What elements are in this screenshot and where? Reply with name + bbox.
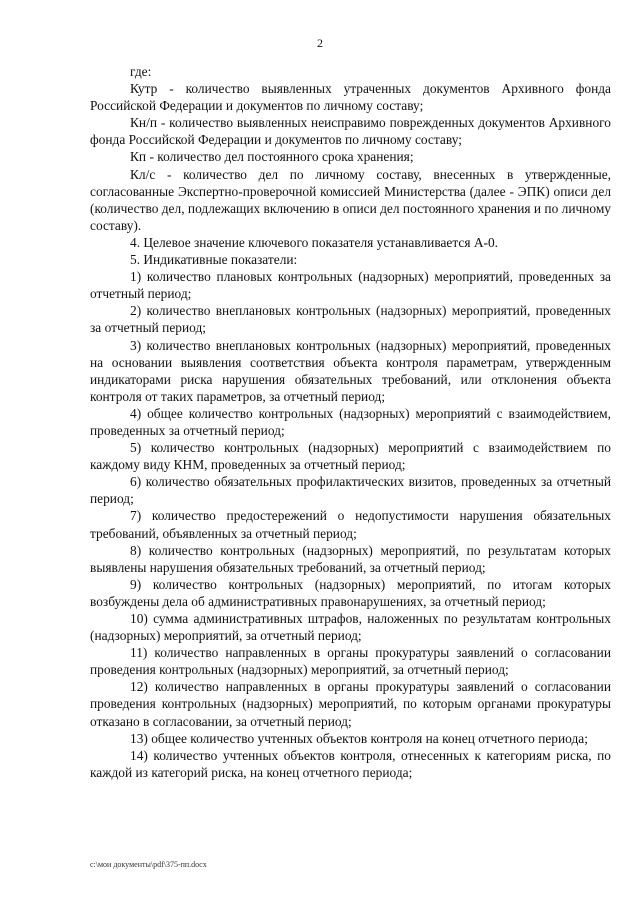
- list-item-8: 8) количество контрольных (надзорных) мероприятий, по результатам которых выявлены нарушения обязательных требований, за отчетный период;: [90, 542, 611, 575]
- list-item-5: 5) количество контрольных (надзорных) мероприятий с взаимодействием по каждому виду КНМ, проведенных за отчетный период;: [90, 440, 611, 473]
- list-item-3: 3) количество внеплановых контрольных (надзорных) мероприятий, проведенных на основании выявления соответствия объекта контроля параметрам, утвержденным индикаторами риска нарушения обязательных требований, или отклонения объекта контроля от таких параметров, за отчетный период;: [90, 337, 611, 404]
- list-item-14: 14) количество учтенных объектов контроля, отнесенных к категориям риска, по каждой из категорий риска, на конец отчетного периода;: [90, 747, 611, 780]
- paragraph-knp-definition: Кн/п - количество выявленных неисправимо поврежденных документов Архивного фонда Российской Федерации и документов по личному составу;: [90, 115, 611, 148]
- paragraph-where: где:: [130, 64, 152, 79]
- list-item-4: 4) общее количество контрольных (надзорных) мероприятий с взаимодействием, проведенных за отчетный период;: [90, 405, 611, 438]
- list-item-2: 2) количество внеплановых контрольных (надзорных) мероприятий, проведенных за отчетный период;: [90, 303, 611, 336]
- list-item-6: 6) количество обязательных профилактических визитов, проведенных за отчетный период;: [90, 474, 611, 507]
- paragraph-kls-definition: Кл/с - количество дел по личному составу, внесенных в утвержденные, согласованные Экспертно-проверочной комиссией Министерства (далее - ЭПК) описи дел (количество дел, подлежащих включению в описи дел постоянного хранения и по личному составу).: [90, 166, 611, 233]
- paragraph-kutr-definition: Кутр - количество выявленных утраченных документов Архивного фонда Российской Федерации и документов по личному составу;: [90, 81, 611, 114]
- footer-file-path: c:\мои документы\pdf\375-пп.docx: [90, 860, 207, 869]
- paragraph-kp-definition: Кп - количество дел постоянного срока хранения;: [130, 149, 414, 165]
- document-body: [90, 63, 611, 781]
- list-item-1: 1) количество плановых контрольных (надзорных) мероприятий, проведенных за отчетный период;: [90, 269, 611, 302]
- list-item-9: 9) количество контрольных (надзорных) мероприятий, по итогам которых возбуждены дела об административных правонарушениях, за отчетный период;: [90, 576, 611, 609]
- list-item-7: 7) количество предостережений о недопустимости нарушения обязательных требований, объявленных за отчетный период;: [90, 508, 611, 541]
- list-item-10: 10) сумма административных штрафов, наложенных по результатам контрольных (надзорных) мероприятий, за отчетный период;: [90, 611, 611, 644]
- paragraph-indicative-heading: 5. Индикативные показатели:: [130, 252, 298, 268]
- list-item-13: 13) общее количество учтенных объектов контроля на конец отчетного периода;: [130, 730, 588, 746]
- list-item-12: 12) количество направленных в органы прокуратуры заявлений о согласовании проведения контрольных (надзорных) мероприятий, по которым органами прокуратуры отказано в согласовании, за отчетный период;: [90, 679, 611, 729]
- paragraph-target-value: 4. Целевое значение ключевого показателя устанавливается А-0.: [130, 234, 499, 250]
- list-item-11: 11) количество направленных в органы прокуратуры заявлений о согласовании проведения контрольных (надзорных) мероприятий, за отчетный период;: [90, 645, 611, 678]
- page-number: 2: [317, 36, 323, 50]
